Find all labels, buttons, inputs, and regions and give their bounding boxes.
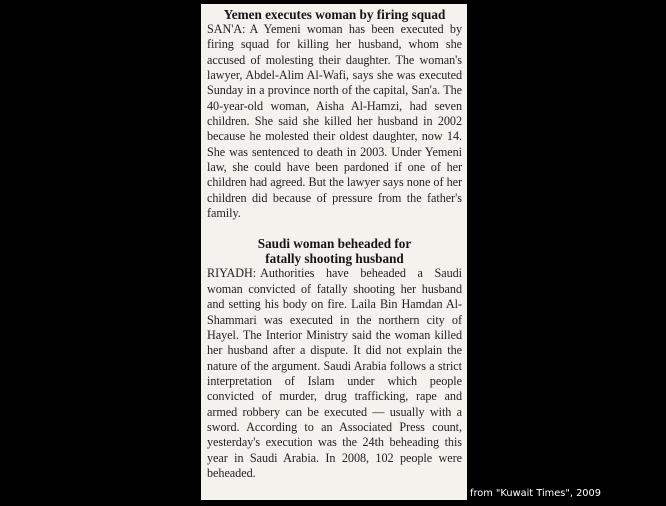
article-separator: [207, 221, 462, 236]
article-dateline: RIYADH:: [207, 266, 257, 281]
article-yemen: [207, 7, 462, 221]
article-headline: Yemen executes woman by firing squad: [223, 7, 446, 22]
article-saudi: [207, 236, 462, 481]
article-dateline: SAN'A:: [207, 22, 246, 36]
article-body: [207, 22, 462, 221]
article-headline-line2: fatally shooting husband: [265, 251, 404, 267]
newspaper-clipping: [201, 4, 467, 500]
article-text: A Yemeni woman has been executed by firing squad for killing her husband, whom she accused of molesting their daughter. The woman's lawyer, Abdel-Alim Al-Wafi, says she was executed Sunday in a province north of the capital, San'a. The 40-year-old woman, Aisha Al-Hamzi, had seven children. She said she killed her husband in 2002 because he molested their oldest daughter, now 14. She was sentenced to death in 2003. Under Yemeni law, she could have been pardoned if one of her children had agreed. But the lawyer says none of her children did because of pressure from the father's family.: [207, 22, 462, 221]
article-body: [207, 266, 462, 481]
article-headline-line1: Saudi woman beheaded for: [257, 236, 412, 252]
source-credit: from "Kuwait Times", 2009: [470, 488, 602, 499]
article-text: Authorities have beheaded a Saudi woman convicted of fatally shooting her husband and setting his body on fire. Laila Bin Hamdan Al-Shammari was executed in the northern city of Hayel. The Interior Ministry said the woman killed her husband after a dispute. It did not explain the nature of the argument. Saudi Arabia follows a strict interpretation of Islam under which people convicted of murder, drug trafficking, rape and armed robbery can be executed — usually with a sword. According to an Associated Press count, yesterday's execution was the 24th beheading this year in Saudi Arabia. In 2008, 102 people were beheaded.: [207, 266, 462, 480]
